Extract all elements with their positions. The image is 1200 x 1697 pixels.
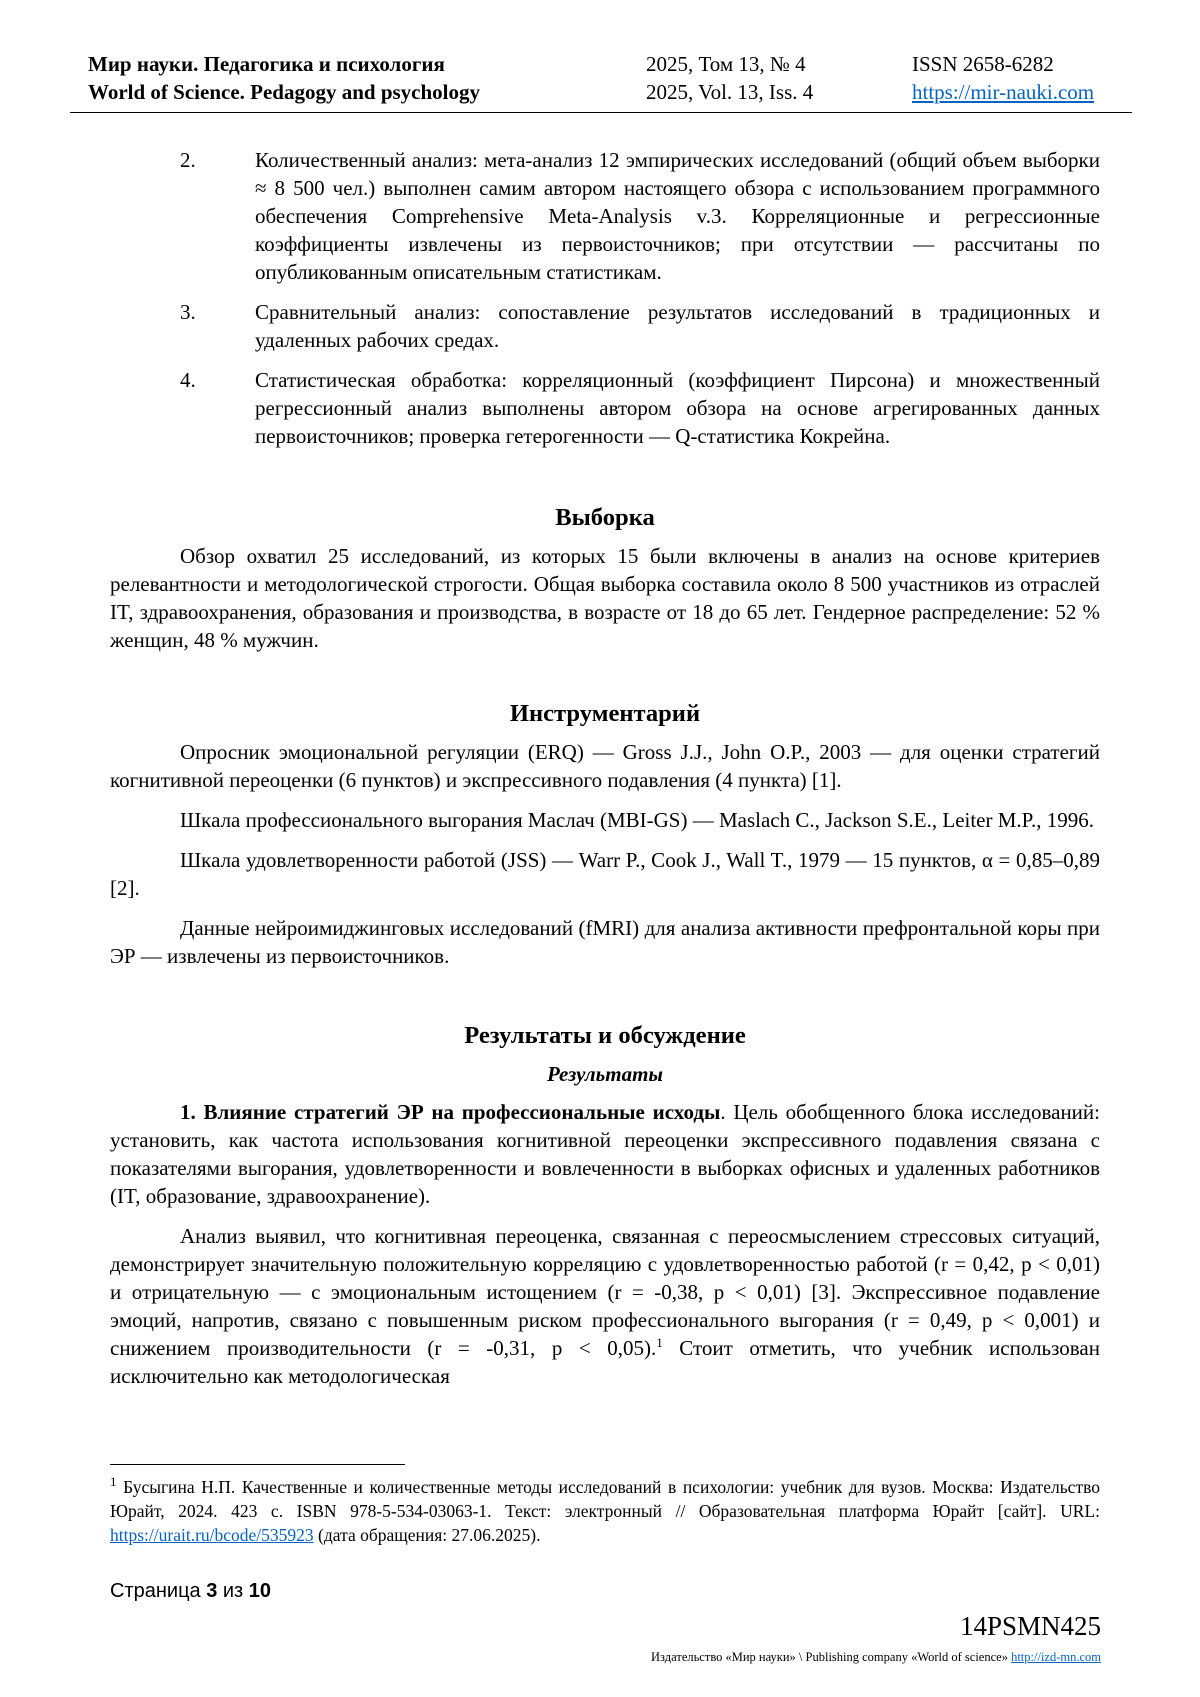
issue-en: 2025, Vol. 13, Iss. 4	[646, 80, 814, 104]
results-paragraph-1	[110, 1098, 1100, 1210]
footnote	[110, 1475, 1100, 1547]
footnote-text: Бусыгина Н.П. Качественные и количественные методы исследований в психологии: учебник для вузов. Москва: Издательство Юрайт, 2024. 423 с. ISBN 978-5-534-03063-1. Текст: электронный // Образовательная платформа Юрайт [сайт]. URL:	[110, 1477, 1100, 1521]
list-number: 3.	[180, 300, 196, 324]
results-lead-in: 1. Влияние стратегий ЭР на профессиональные исходы	[180, 1100, 721, 1124]
footnote-text-end: (дата обращения: 27.06.2025).	[313, 1525, 541, 1545]
issue-info	[646, 50, 813, 106]
list-number: 4.	[180, 368, 196, 392]
list-text: Сравнительный анализ: сопоставление результатов исследований в традиционных и удаленных рабочих средах.	[255, 300, 1100, 352]
journal-title-ru: Мир науки. Педагогика и психология	[88, 52, 445, 76]
page-total: 10	[248, 1580, 272, 1602]
list-number: 2.	[180, 148, 196, 172]
method-list	[110, 146, 1100, 450]
footnote-separator	[110, 1464, 405, 1465]
page-prefix: Страница	[110, 1580, 207, 1602]
section-title-results: Результаты и обсуждение	[464, 1022, 746, 1049]
issn-info	[912, 50, 1094, 106]
subsection-title-results: Результаты	[546, 1062, 664, 1086]
list-text: Статистическая обработка: корреляционный (коэффициент Пирсона) и множественный регрессионный анализ выполнены автором обзора на основе агрегированных данных первоисточников; проверка гетерогенности — Q-статистика Кокрейна.	[255, 368, 1100, 448]
footnote-ref[interactable]: 1	[656, 1335, 663, 1350]
sample-paragraph: Обзор охватил 25 исследований, из которых 15 были включены в анализ на основе критериев релевантности и методологической строгости. Общая выборка составила около 8 500 участников из отраслей IT, здравоохранения, образования и производства, в возрасте от 18 до 65 лет. Гендерное распределение: 52 % женщин, 48 % мужчин.	[110, 544, 1100, 652]
issn: ISSN 2658-6282	[912, 52, 1054, 76]
website-link[interactable]: https://mir-nauki.com	[912, 80, 1095, 104]
results-paragraph-2-text: Анализ выявил, что когнитивная переоценка, связанная с переосмыслением стрессовых ситуаций, демонстрирует значительную положительную корреляцию с удовлетворенностью работой (r = 0,42, p < 0,01) и отрицательную — с эмоциональным истощением (r = -0,38, p < 0,01) [3]. Экспрессивное подавление эмоций, напротив, связано с повышенным риском профессионального выгорания (r = 0,49, p < 0,001) и снижением производительности (r = -0,31, p < 0,05).	[110, 1224, 1100, 1360]
article-code: 14PSMN425	[959, 1611, 1101, 1641]
footnote-link[interactable]: https://urait.ru/bcode/535923	[110, 1525, 314, 1545]
page-middle: из	[217, 1580, 249, 1602]
publisher-line	[651, 1650, 1101, 1665]
page-body	[110, 146, 1100, 1402]
section-title-sample: Выборка	[555, 504, 655, 531]
instrument-paragraph: Шкала профессионального выгорания Маслач (MBI-GS) — Maslach C., Jackson S.E., Leiter M.P., 1996.	[180, 808, 1095, 832]
page-current: 3	[206, 1580, 218, 1602]
list-text: Количественный анализ: мета-анализ 12 эмпирических исследований (общий объем выборки ≈ 8 500 чел.) выполнен самим автором настоящего обзора с использованием программного обеспечения Comprehensive Meta-Analysis v.3. Корреляционные и регрессионные коэффициенты извлечены из первоисточников; при отсутствии — рассчитаны по опубликованным описательным статистикам.	[255, 148, 1100, 284]
footnote-mark: 1	[110, 1474, 117, 1490]
list-item	[110, 298, 1100, 354]
running-header	[70, 50, 1132, 113]
list-item	[110, 146, 1100, 286]
section-title-instruments: Инструментарий	[509, 700, 701, 727]
publisher-text: Издательство «Мир науки» \ Publishing company «World of science»	[651, 1650, 1012, 1664]
issue-ru: 2025, Том 13, № 4	[646, 52, 806, 76]
list-item	[110, 366, 1100, 450]
page-number	[110, 1580, 271, 1603]
publisher-link[interactable]: http://izd-mn.com	[1011, 1650, 1101, 1664]
instrument-paragraph: Шкала удовлетворенности работой (JSS) — Warr P., Cook J., Wall T., 1979 — 15 пунктов, α = 0,85–0,89 [2].	[110, 848, 1100, 900]
results-paragraph-2	[110, 1222, 1100, 1390]
results-paragraph-1-text: . Цель обобщенного блока исследований: установить, как частота использования когнитивной переоценки экспрессивного подавления связана с показателями выгорания, удовлетворенности и вовлеченности в выборках офисных и удаленных работников (IT, образование, здравоохранение).	[110, 1100, 1100, 1208]
journal-title-en: World of Science. Pedagogy and psychology	[88, 80, 481, 104]
journal-title	[88, 50, 480, 106]
instrument-paragraph: Опросник эмоциональной регуляции (ERQ) — Gross J.J., John O.P., 2003 — для оценки стратегий когнитивной переоценки (6 пунктов) и экспрессивного подавления (4 пункта) [1].	[110, 740, 1100, 792]
instrument-paragraph: Данные нейроимиджинговых исследований (fMRI) для анализа активности префронтальной коры при ЭР — извлечены из первоисточников.	[110, 916, 1100, 968]
results-paragraph-2-cont: Стоит отметить, что учебник использован исключительно как методологическая	[110, 1336, 1100, 1388]
